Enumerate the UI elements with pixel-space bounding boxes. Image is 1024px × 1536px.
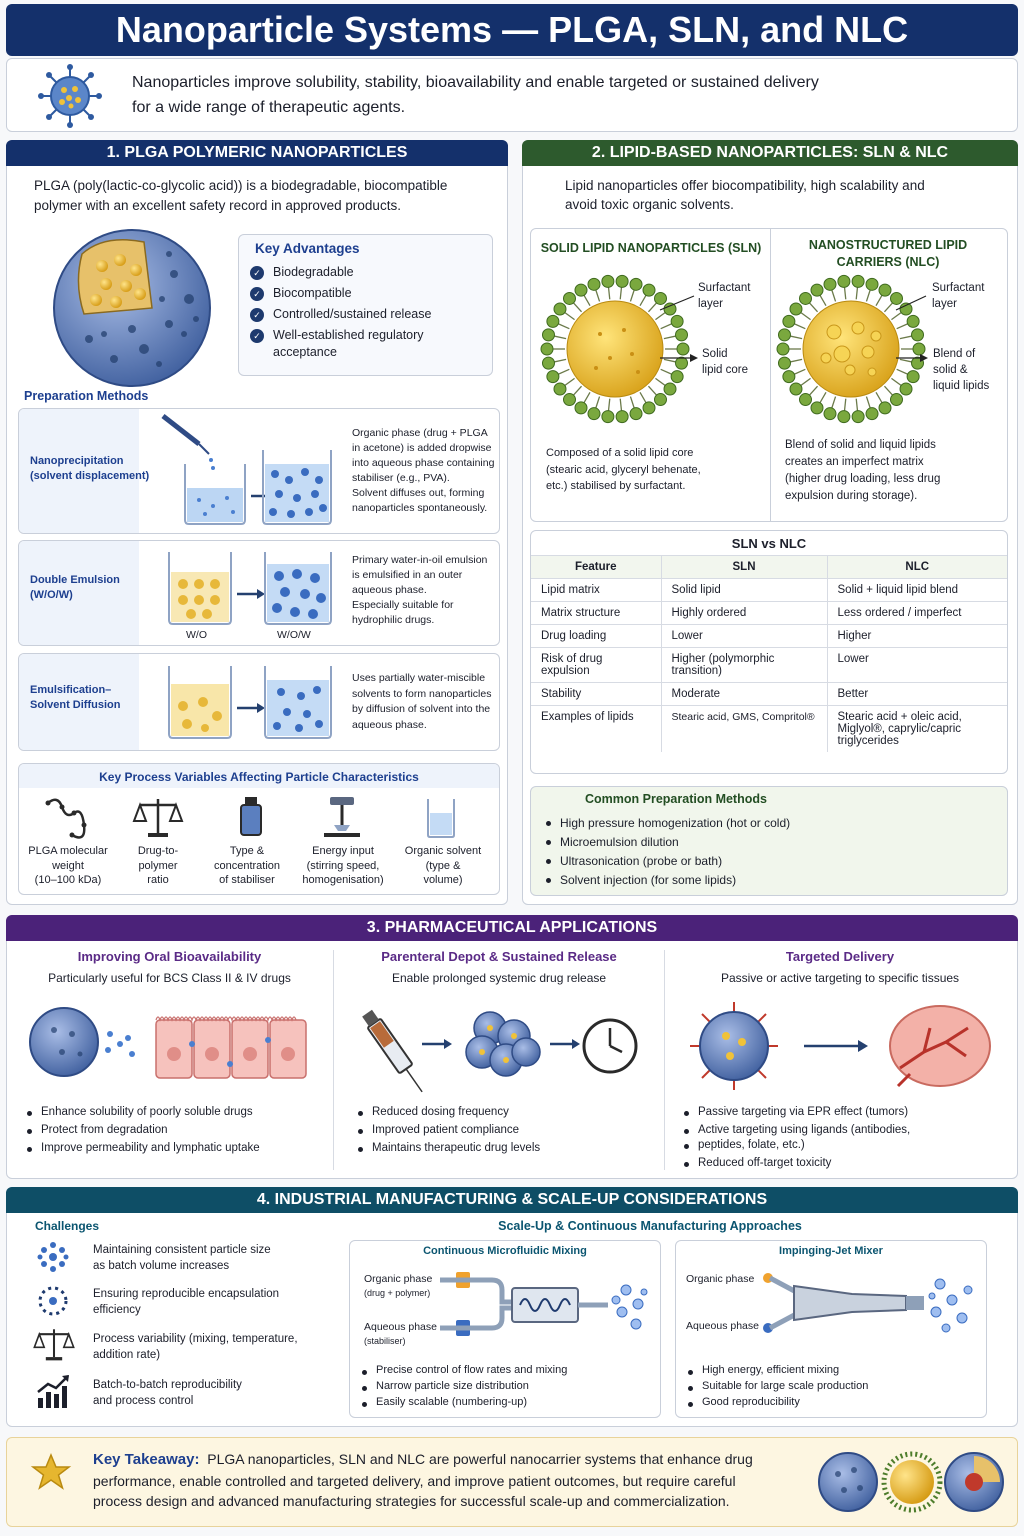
lipid-core bbox=[803, 301, 899, 397]
list-item: Improve permeability and lymphatic uptake bbox=[25, 1141, 260, 1156]
surfactant-head bbox=[799, 292, 811, 304]
method-desc: Primary water-in-oil emulsion is emulsified in an outer aqueous phase. Especially suitable for hydrophilic drugs. bbox=[352, 554, 488, 626]
nlc-description: Blend of solid and liquid lipids creates an imperfect matrix (higher drug loading, less drug expulsion during storage). bbox=[785, 439, 941, 502]
challenges-title: Challenges bbox=[35, 1219, 100, 1233]
surfactant-head bbox=[575, 402, 587, 414]
impinging-jet-bullets bbox=[686, 1364, 868, 1412]
challenge-item: Maintaining consistent particle size as batch volume increases bbox=[93, 1244, 271, 1272]
surfactant-head bbox=[655, 394, 667, 406]
syringe-icon bbox=[361, 1009, 429, 1097]
list-item: Microemulsion dilution bbox=[544, 834, 790, 850]
impinging-jet-diagram bbox=[756, 1266, 982, 1352]
liquid-lipid-droplet bbox=[827, 325, 841, 339]
surfactant-head bbox=[602, 411, 614, 423]
advantage-item-continued: acceptance bbox=[273, 345, 337, 359]
sln-label-arrows bbox=[660, 290, 700, 370]
section-applications-header: 3. PHARMACEUTICAL APPLICATIONS bbox=[6, 915, 1018, 941]
list-item: Reduced dosing frequency bbox=[356, 1105, 540, 1120]
list-item: Passive targeting via EPR effect (tumors) bbox=[682, 1105, 910, 1120]
table-row: Lipid matrix Solid lipid Solid + liquid lipid blend bbox=[531, 579, 1007, 602]
surfactant-head bbox=[563, 394, 575, 406]
surfactant-head bbox=[588, 278, 600, 290]
sln-vs-nlc-table-box bbox=[530, 530, 1008, 774]
surfactant-head bbox=[824, 278, 836, 290]
surfactant-head bbox=[547, 315, 559, 327]
app-title-targeted: Targeted Delivery bbox=[785, 949, 895, 964]
check-icon: ✓ bbox=[250, 308, 264, 322]
advantage-item: ✓ Controlled/sustained release bbox=[250, 307, 490, 322]
emulsion-label-wow: W/O/W bbox=[277, 629, 311, 641]
preparation-methods-title: Preparation Methods bbox=[24, 389, 149, 403]
section-lipid-header: 2. LIPID-BASED NANOPARTICLES: SLN & NLC bbox=[522, 140, 1018, 166]
plga-desc-2: polymer with an excellent safety record in approved products. bbox=[34, 198, 401, 213]
list-item: Maintains therapeutic drug levels bbox=[356, 1141, 540, 1156]
table-header-row: Feature SLN NLC bbox=[531, 556, 1007, 579]
surfactant-head bbox=[616, 411, 628, 423]
list-item: Easily scalable (numbering-up) bbox=[360, 1396, 567, 1409]
surfactant-head bbox=[630, 278, 642, 290]
nanoprecipitation-diagram bbox=[155, 414, 345, 528]
clock-icon bbox=[584, 1020, 636, 1072]
surfactant-head bbox=[643, 284, 655, 296]
surfactant-head bbox=[852, 411, 864, 423]
panel-divider bbox=[770, 229, 771, 521]
surfactant-head bbox=[852, 275, 864, 287]
intro-line-2: for a wide range of therapeutic agents. bbox=[132, 99, 406, 116]
app-bullets-depot bbox=[356, 1105, 540, 1159]
surfactant-head bbox=[563, 292, 575, 304]
surfactant-head bbox=[790, 383, 802, 395]
challenge-item: Batch-to-batch reproducibility and process control bbox=[93, 1379, 242, 1407]
surfactant-head bbox=[778, 357, 790, 369]
advantage-item: ✓ Biocompatible bbox=[250, 286, 490, 301]
table-row: Risk of drug expulsion Higher (polymorphic transition) Lower bbox=[531, 648, 1007, 683]
check-icon: ✓ bbox=[250, 329, 264, 343]
lipid-grain bbox=[608, 356, 612, 360]
table-row: Examples of lipids Stearic acid, GMS, Compritol® Stearic acid + oleic acid, Miglyol®, caprylic/capric triglycerides bbox=[531, 706, 1007, 753]
list-item: High pressure homogenization (hot or cold) bbox=[544, 815, 790, 831]
process-variables-title: Key Process Variables Affecting Particle Characteristics bbox=[99, 770, 419, 784]
liquid-lipid-droplet bbox=[871, 331, 881, 341]
liquid-lipid-droplet bbox=[834, 346, 850, 362]
nlc-label-surfactant: Surfactant layer bbox=[932, 282, 985, 310]
liquid-lipid-droplet bbox=[845, 365, 855, 375]
pipette-icon bbox=[163, 416, 209, 454]
list-item: Suitable for large scale production bbox=[686, 1380, 868, 1393]
app-title-oral: Improving Oral Bioavailability bbox=[77, 949, 262, 964]
lipid-grain bbox=[630, 352, 634, 356]
star-icon bbox=[32, 1454, 70, 1490]
table-row: Stability Moderate Better bbox=[531, 683, 1007, 706]
lipid-desc-2: avoid toxic organic solvents. bbox=[565, 197, 734, 212]
list-item: High energy, efficient mixing bbox=[686, 1364, 868, 1377]
oral-bioavailability-illustration bbox=[28, 1004, 308, 1080]
surfactant-head bbox=[824, 408, 836, 420]
surfactant-head bbox=[542, 357, 554, 369]
stabiliser-vial-icon bbox=[236, 795, 266, 839]
key-advantages-title: Key Advantages bbox=[255, 241, 360, 256]
list-item: Improved patient compliance bbox=[356, 1123, 540, 1138]
common-prep-title: Common Preparation Methods bbox=[585, 792, 767, 806]
lipid-grain bbox=[598, 332, 602, 336]
method-desc: Uses partially water-miscible solvents to form nanoparticles by diffusion of solvent into the aqueous phase. bbox=[352, 672, 492, 731]
balance-scale-icon bbox=[34, 1326, 74, 1362]
app-bullets-oral bbox=[25, 1105, 260, 1159]
surfactant-head bbox=[547, 371, 559, 383]
microfluidic-chip-diagram bbox=[440, 1268, 652, 1354]
table-row: Drug loading Lower Higher bbox=[531, 625, 1007, 648]
method-name: Nanoprecipitation (solvent displacement) bbox=[30, 455, 150, 482]
surfactant-head bbox=[602, 275, 614, 287]
nlc-title: NANOSTRUCTURED LIPID CARRIERS (NLC) bbox=[808, 238, 968, 269]
process-variable: Energy input (stirring speed, homogenisation) bbox=[302, 845, 384, 886]
takeaway-label: Key Takeaway: bbox=[93, 1451, 200, 1468]
list-item: Reduced off-target toxicity bbox=[682, 1156, 910, 1171]
app-sub-depot: Enable prolonged systemic drug release bbox=[391, 971, 607, 985]
table-row: Matrix structure Highly ordered Less ordered / imperfect bbox=[531, 602, 1007, 625]
surfactant-head bbox=[664, 383, 676, 395]
surfactant-head bbox=[866, 278, 878, 290]
method-desc: Organic phase (drug + PLGA in acetone) is added dropwise into aqueous phase containing stabiliser (e.g., PVA). Solvent diffuses out, forming nanoparticles spontaneously. bbox=[352, 427, 495, 514]
solvent-beaker-icon bbox=[424, 797, 458, 839]
list-item: Narrow particle size distribution bbox=[360, 1380, 567, 1393]
surfactant-head bbox=[838, 275, 850, 287]
sln-title: SOLID LIPID NANOPARTICLES (SLN) bbox=[540, 241, 762, 255]
nanocarrier-trio-illustration bbox=[816, 1450, 1006, 1514]
advantage-item: ✓ Well-established regulatory bbox=[250, 328, 490, 343]
intro-box bbox=[6, 58, 1018, 132]
surfactant-head bbox=[783, 315, 795, 327]
surfactant-head bbox=[838, 411, 850, 423]
surfactant-head bbox=[554, 383, 566, 395]
liquid-lipid-droplet bbox=[852, 322, 864, 334]
microfluidic-bullets bbox=[360, 1364, 567, 1412]
process-variable: PLGA molecular weight (10–100 kDa) bbox=[28, 845, 108, 886]
surfactant-head bbox=[879, 284, 891, 296]
surfactant-head bbox=[588, 408, 600, 420]
challenge-item: Ensuring reproducible encapsulation efficiency bbox=[93, 1288, 280, 1316]
nlc-label-core: Blend of solid & liquid lipids bbox=[933, 348, 990, 392]
surfactant-head bbox=[783, 371, 795, 383]
surfactant-head bbox=[907, 371, 919, 383]
surfactant-head bbox=[643, 402, 655, 414]
surfactant-head bbox=[542, 329, 554, 341]
app-title-depot: Parenteral Depot & Sustained Release bbox=[381, 949, 617, 964]
emulsification-diagram bbox=[155, 662, 345, 742]
surfactant-head bbox=[879, 402, 891, 414]
section-manufacturing-header: 4. INDUSTRIAL MANUFACTURING & SCALE-UP CONSIDERATIONS bbox=[6, 1187, 1018, 1213]
advantages-list bbox=[250, 265, 490, 361]
polymer-chain-icon bbox=[44, 795, 92, 839]
surfactant-head bbox=[777, 343, 789, 355]
process-variable: Type & concentration of stabiliser bbox=[213, 845, 281, 886]
advantage-item: ✓ Biodegradable bbox=[250, 265, 490, 280]
method-name: Double Emulsion (W/O/W) bbox=[30, 574, 120, 601]
microfluidic-title: Continuous Microfluidic Mixing bbox=[423, 1245, 587, 1257]
list-item-continued: peptides, folate, etc.) bbox=[682, 1138, 910, 1153]
surfactant-head bbox=[866, 408, 878, 420]
lipid-core bbox=[567, 301, 663, 397]
check-icon: ✓ bbox=[250, 287, 264, 301]
takeaway-text: Key Takeaway: PLGA nanoparticles, SLN and NLC are powerful nanocarrier systems that enhance drug performance, enable controlled and targeted delivery, and improve patient outcomes, but require careful process design and advanced manufacturing strategies for successful scale-up and commercialization. bbox=[93, 1451, 753, 1509]
liquid-lipid-droplet bbox=[868, 368, 876, 376]
list-item: Solvent injection (for some lipids) bbox=[544, 872, 790, 888]
balance-scale-icon bbox=[134, 795, 182, 839]
sln-label-surfactant: Surfactant layer bbox=[698, 282, 751, 310]
surfactant-head bbox=[778, 329, 790, 341]
intro-line-1: Nanoparticles improve solubility, stability, bioavailability and enable targeted or sustained delivery bbox=[132, 74, 819, 91]
app-sub-targeted: Passive or active targeting to specific tissues bbox=[720, 971, 960, 985]
growth-chart-icon bbox=[36, 1374, 72, 1408]
lipid-grain bbox=[636, 370, 640, 374]
plga-nanoparticle-image bbox=[44, 224, 222, 392]
homogeniser-icon bbox=[320, 795, 364, 839]
nanoparticle-icon bbox=[38, 64, 102, 128]
app-sub-oral: Particularly useful for BCS Class II & IV drugs bbox=[48, 971, 291, 985]
micro-aqueous-label: Aqueous phase (stabiliser) bbox=[364, 1321, 437, 1346]
section-plga-header: 1. PLGA POLYMERIC NANOPARTICLES bbox=[6, 140, 508, 166]
method-name: Emulsification– Solvent Diffusion bbox=[30, 684, 121, 711]
challenge-item: Process variability (mixing, temperature, addition rate) bbox=[93, 1333, 298, 1361]
surfactant-head bbox=[811, 402, 823, 414]
list-item: Active targeting using ligands (antibodies, bbox=[682, 1123, 910, 1138]
sln-description: Composed of a solid lipid core (stearic acid, glyceryl behenate, etc.) stabilised by surfactant. bbox=[546, 447, 701, 492]
jet-aqueous-label: Aqueous phase bbox=[686, 1320, 759, 1332]
emulsion-label-wo: W/O bbox=[186, 629, 207, 641]
list-item: Ultrasonication (probe or bath) bbox=[544, 853, 790, 869]
surfactant-head bbox=[575, 284, 587, 296]
surfactant-head bbox=[541, 343, 553, 355]
surfactant-head bbox=[790, 303, 802, 315]
app-bullets-targeted bbox=[682, 1105, 910, 1174]
list-item: Precise control of flow rates and mixing bbox=[360, 1364, 567, 1377]
surfactant-head bbox=[671, 371, 683, 383]
surfactant-head bbox=[900, 383, 912, 395]
jet-organic-label: Organic phase bbox=[686, 1273, 755, 1285]
table-title: SLN vs NLC bbox=[531, 531, 1007, 556]
particle-cluster-icon bbox=[36, 1240, 70, 1274]
plga-desc-1: PLGA (poly(lactic-co-glycolic acid)) is a biodegradable, biocompatible bbox=[34, 178, 448, 193]
scale-up-title: Scale-Up & Continuous Manufacturing Approaches bbox=[498, 1219, 802, 1233]
targeted-delivery-illustration bbox=[684, 998, 994, 1094]
surfactant-head bbox=[891, 394, 903, 406]
surfactant-head bbox=[630, 408, 642, 420]
sln-label-core: Solid lipid core bbox=[702, 348, 749, 376]
double-emulsion-diagram bbox=[155, 548, 345, 628]
micro-organic-label: Organic phase (drug + polymer) bbox=[364, 1273, 433, 1298]
surfactant-head bbox=[799, 394, 811, 406]
check-icon: ✓ bbox=[250, 266, 264, 280]
list-item: Enhance solubility of poorly soluble drugs bbox=[25, 1105, 260, 1120]
surfactant-head bbox=[616, 275, 628, 287]
process-variable: Organic solvent (type & volume) bbox=[404, 845, 482, 886]
comparison-table bbox=[531, 556, 1007, 752]
page-title: Nanoparticle Systems — PLGA, SLN, and NLC bbox=[115, 9, 909, 50]
surfactant-head bbox=[554, 303, 566, 315]
lipid-grain bbox=[622, 328, 626, 332]
list-item: Good reproducibility bbox=[686, 1396, 868, 1409]
nlc-label-arrows bbox=[896, 290, 930, 370]
liquid-lipid-droplet bbox=[821, 353, 831, 363]
liquid-lipid-droplet bbox=[862, 346, 874, 358]
impinging-jet-title: Impinging-Jet Mixer bbox=[779, 1245, 883, 1257]
lipid-grain bbox=[594, 366, 598, 370]
depot-sustained-release-illustration bbox=[350, 1000, 650, 1092]
common-prep-list bbox=[544, 815, 790, 891]
surfactant-head bbox=[811, 284, 823, 296]
list-item: Protect from degradation bbox=[25, 1123, 260, 1138]
encapsulation-ring-icon bbox=[36, 1284, 70, 1318]
process-variable: Drug-to- polymer ratio bbox=[137, 845, 179, 886]
lipid-desc-1: Lipid nanoparticles offer biocompatibility, high scalability and bbox=[565, 178, 925, 193]
